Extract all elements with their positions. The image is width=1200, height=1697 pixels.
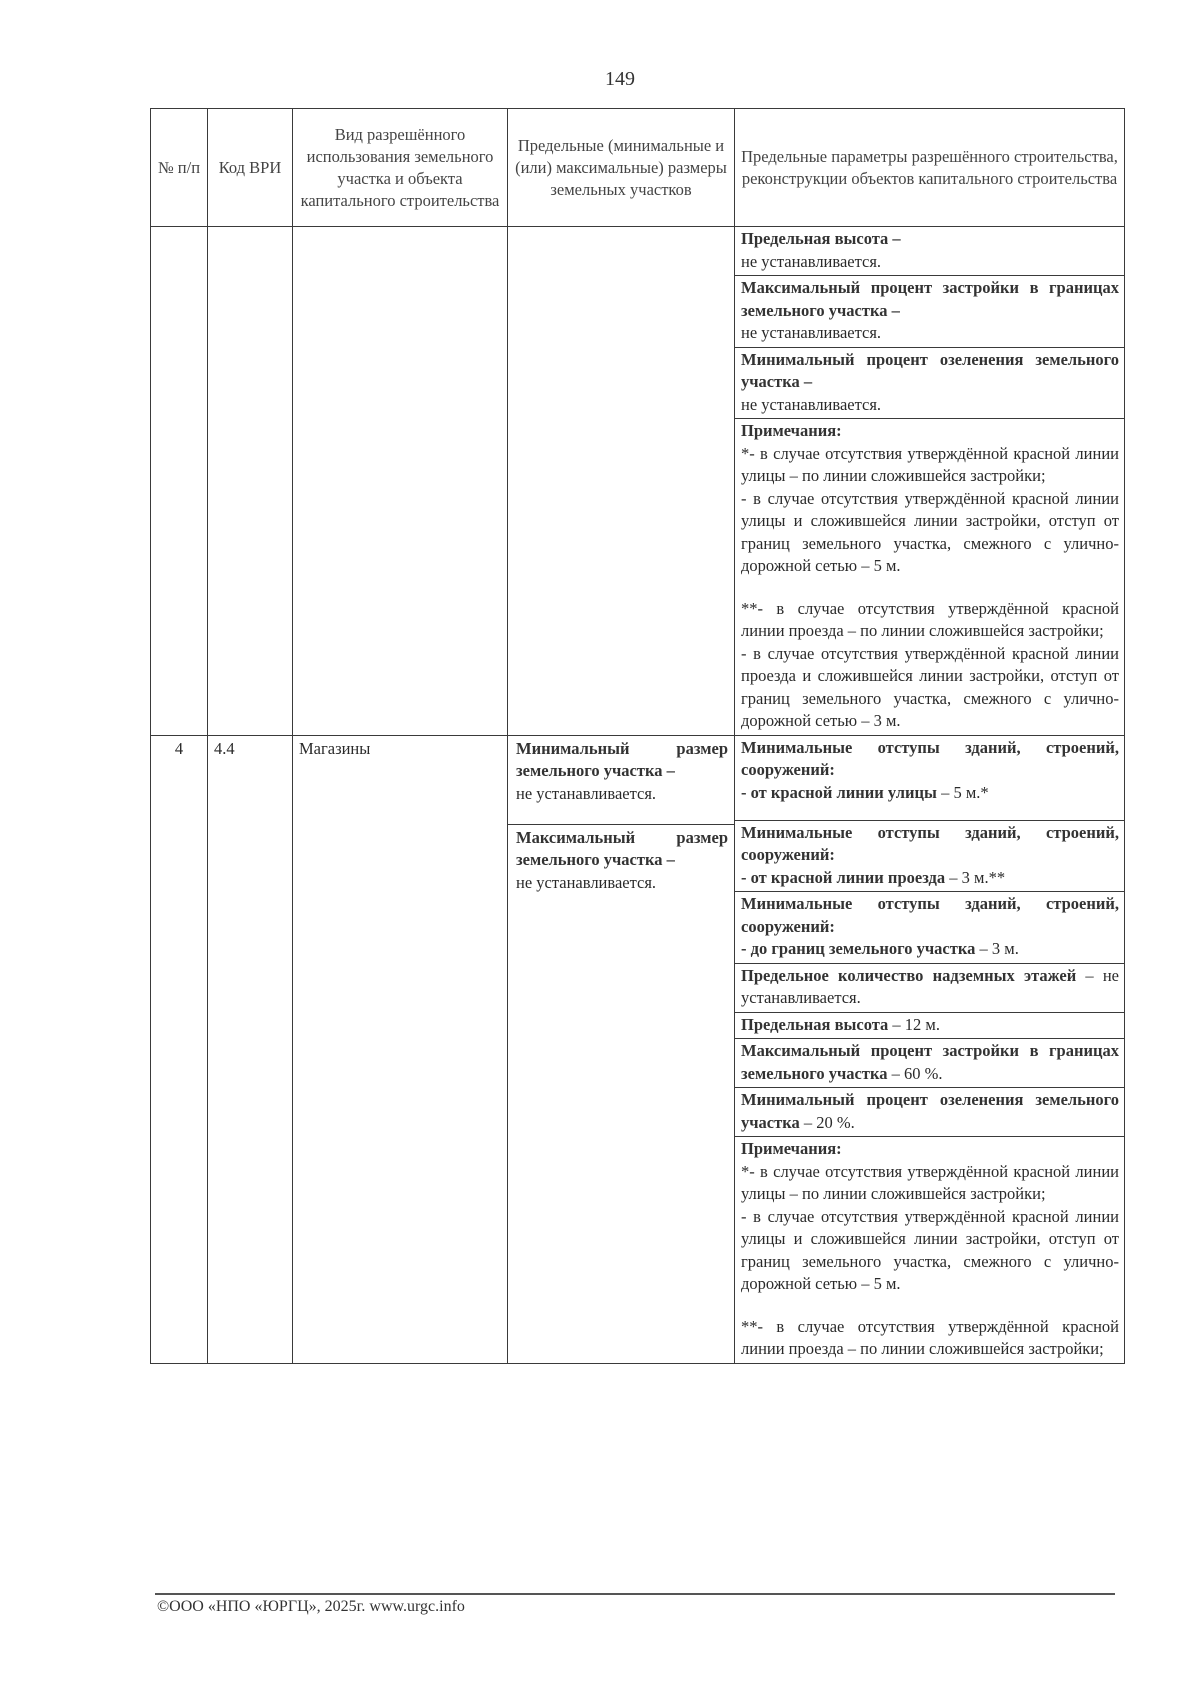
note-line: *- в случае отсутствия утверждённой красной линии улицы – по линии сложившейся застройки; <box>741 1161 1119 1203</box>
cont-size-cell <box>508 227 735 736</box>
table-row-4 <box>151 735 1125 1363</box>
param-value: не устанавливается. <box>741 394 882 414</box>
note-line: *- в случае отсутствия утверждённой красной линии улицы – по линии сложившейся застройки; <box>741 443 1119 485</box>
header-type: Вид разрешённого использования земельного участка и объекта капитального строительства <box>293 109 508 227</box>
note-line: - в случае отсутствия утверждённой красной линии улицы и сложившейся линии застройки, отступ от границ земельного участка, смежного с улично-дорожной сетью – 5 м. <box>741 488 1119 575</box>
header-params: Предельные параметры разрешённого строительства, реконструкции объектов капитального строительства <box>735 109 1125 227</box>
param-label: Максимальный процент застройки в границах земельного участка <box>741 1041 1119 1083</box>
param-value: – 20 %. <box>799 1112 855 1132</box>
param-block <box>735 227 1124 276</box>
param-value: – 60 %. <box>887 1063 943 1083</box>
param-label: Предельная высота <box>741 1014 889 1034</box>
notes-block <box>735 419 1124 735</box>
param-block <box>735 276 1124 348</box>
table-row-continuation <box>151 227 1125 736</box>
param-value: – 12 м. <box>888 1014 940 1034</box>
param-block <box>735 1013 1124 1040</box>
table-header-row <box>151 109 1125 227</box>
param-label: Максимальный процент застройки в границах земельного участка – <box>741 278 1119 320</box>
param-value: не устанавливается. <box>741 323 882 342</box>
param-block <box>735 1088 1124 1137</box>
param-label: Минимальные отступы зданий, строений, сооружений: <box>741 737 1119 779</box>
param-label: - от красной линии проезда <box>741 867 946 887</box>
param-value: не устанавливается. <box>741 251 882 271</box>
header-code: Код ВРИ <box>208 109 293 227</box>
param-label: Минимальный процент озеленения земельного участка – <box>741 349 1119 391</box>
param-block <box>735 892 1124 964</box>
note-line: **- в случае отсутствия утверждённой красной линии проезда – по линии сложившейся застройки; <box>741 598 1119 640</box>
param-label: Минимальный процент озеленения земельного участка <box>741 1090 1119 1132</box>
header-size: Предельные (минимальные и (или) максимальные) размеры земельных участков <box>508 109 735 227</box>
param-block <box>735 821 1124 893</box>
param-value: – 5 м.* <box>936 782 989 802</box>
cont-params-cell <box>735 227 1125 736</box>
cont-type-cell <box>293 227 508 736</box>
param-label: Предельное количество надземных этажей <box>741 965 1077 985</box>
param-block <box>735 1039 1124 1088</box>
param-value: – 3 м.** <box>945 867 1006 887</box>
param-label: Предельная высота – <box>741 229 901 248</box>
footer-divider <box>155 1593 1115 1595</box>
param-block <box>735 348 1124 420</box>
row4-num: 4 <box>151 735 208 1363</box>
param-value: – 3 м. <box>975 939 1019 958</box>
param-value: – не устанавливается. <box>741 965 1119 1007</box>
param-label: - от красной линии улицы <box>741 782 937 802</box>
header-num: № п/п <box>151 109 208 227</box>
row4-type: Магазины <box>293 735 508 1363</box>
min-size-label: Минимальный размер земельного участка – <box>516 738 728 780</box>
param-label: - до границ земельного участка <box>741 939 976 958</box>
param-label: Минимальные отступы зданий, строений, сооружений: <box>741 822 1119 864</box>
notes-title: Примечания: <box>741 1139 842 1158</box>
notes-title: Примечания: <box>741 421 842 440</box>
row4-code: 4.4 <box>208 735 293 1363</box>
min-size-block <box>508 736 734 824</box>
max-size-block <box>508 824 734 899</box>
cont-num-cell <box>151 227 208 736</box>
note-line: - в случае отсутствия утверждённой красной линии проезда и сложившейся линии застройки, отступ от границ земельного участка, смежного с улично-дорожной сетью – 3 м. <box>741 643 1119 730</box>
regulations-table <box>150 108 1125 1364</box>
param-block <box>735 736 1124 821</box>
max-size-value: не устанавливается. <box>516 872 657 892</box>
max-size-label: Максимальный размер земельного участка – <box>516 827 728 869</box>
footer-copyright: ©ООО «НПО «ЮРГЦ», 2025г. www.urgc.info <box>157 1598 465 1615</box>
notes-block <box>735 1137 1124 1363</box>
cont-code-cell <box>208 227 293 736</box>
min-size-value: не устанавливается. <box>516 783 657 803</box>
row4-params-cell <box>735 735 1125 1363</box>
note-line: - в случае отсутствия утверждённой красной линии улицы и сложившейся линии застройки, отступ от границ земельного участка, смежного с улично-дорожной сетью – 5 м. <box>741 1206 1119 1293</box>
param-block <box>735 964 1124 1013</box>
row4-size-cell <box>508 735 735 1363</box>
param-label: Минимальные отступы зданий, строений, сооружений: <box>741 894 1119 936</box>
note-line: **- в случае отсутствия утверждённой красной линии проезда – по линии сложившейся застройки; <box>741 1316 1119 1358</box>
page-number: 149 <box>605 68 635 90</box>
